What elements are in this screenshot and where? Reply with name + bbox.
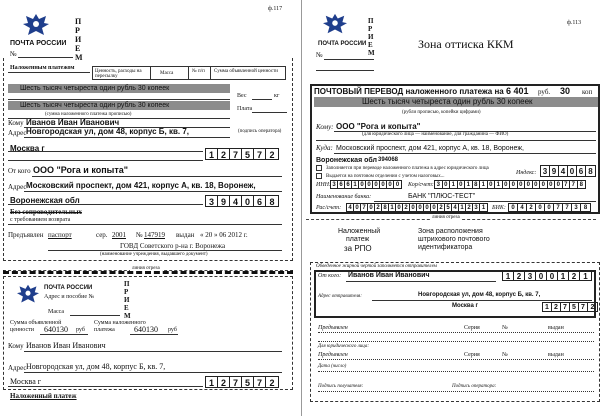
bottom-index2-cells xyxy=(542,302,598,312)
digit-cell: 3 xyxy=(572,204,581,211)
kuda-value: Московский проспект, дом 421, корпус А, кв. 18, Воронеж, xyxy=(336,145,524,152)
num-label: № xyxy=(136,231,143,239)
komu-label: Кому xyxy=(8,119,24,127)
col-value: Ценность, расходы на пересылку xyxy=(95,69,142,79)
val-label-1: Сумма объявленной xyxy=(10,320,62,326)
komu-value: Иванов Иван Иванович xyxy=(26,118,120,127)
sub-komu: (для юридического лица — наименование, для гражданина — ФИО) xyxy=(362,132,509,137)
priem-letter: П xyxy=(124,280,130,288)
digit-cell: 2 xyxy=(552,303,561,311)
digit-cell: 0 xyxy=(366,181,373,188)
check-box[interactable] xyxy=(316,165,322,171)
digit-cell: 0 xyxy=(458,181,466,188)
month-value: 06 xyxy=(219,231,227,239)
digit-cell: 2 xyxy=(466,204,473,211)
sub-doc: (наименование учреждения, выдавшего документ) xyxy=(100,252,208,257)
rpo-3: за РПО xyxy=(344,244,372,253)
priem-letter: Е xyxy=(75,44,81,53)
val-amount: 640130 xyxy=(44,325,68,334)
priem-letter: И xyxy=(124,296,130,304)
zone-kkm: Зона оттиска ККМ xyxy=(418,37,514,51)
num-label-2: № xyxy=(502,352,508,358)
priem-letter: М xyxy=(75,53,83,62)
priem-letter: И xyxy=(75,35,82,44)
digit-cell: 0 xyxy=(540,181,548,188)
digit-cell: 4 xyxy=(230,196,242,206)
region-index: 394068 xyxy=(378,157,399,163)
digit-cell: 4 xyxy=(559,166,568,176)
form-number: ф.117 xyxy=(268,6,283,12)
cod-amount: 640130 xyxy=(134,325,158,334)
val-label-2: ценности xyxy=(10,327,34,333)
digit-cell: 3 xyxy=(541,166,550,176)
adr-label: Адрес и пособие № xyxy=(44,294,95,300)
sub-sum: (сумма наложенного платежа прописью) xyxy=(45,112,132,117)
col-mass: Масса xyxy=(160,71,174,76)
note-1: Без сопроводительных xyxy=(10,208,82,216)
digit-cell: 0 xyxy=(510,181,518,188)
digit-cell: 0 xyxy=(395,182,400,188)
digit-cell: 5 xyxy=(242,149,254,159)
city-value: Москва г xyxy=(452,303,479,309)
kop-label: коп xyxy=(582,88,593,96)
cod-label: Наложенным платежом xyxy=(10,65,75,71)
note-3: с требованием возврата xyxy=(10,217,71,223)
year-value: 2012 xyxy=(228,231,242,239)
digit-cell: 1 xyxy=(480,181,488,188)
digit-cell: 0 xyxy=(548,181,556,188)
date-label: выдан xyxy=(548,325,564,331)
digit-cell: 1 xyxy=(465,181,473,188)
rpo-1: Наложенный xyxy=(338,228,381,235)
date-value: « 20 » 06 2012 г. xyxy=(200,231,248,239)
digit-cell: 0 xyxy=(545,204,554,211)
digit-cell: 5 xyxy=(242,377,254,387)
priem-letter: П xyxy=(368,17,374,25)
digit-cell: 0 xyxy=(380,181,387,188)
ks-label: Кор/счет: xyxy=(408,182,434,188)
kuda-label: Куда: xyxy=(316,144,333,152)
digit-cell: 8 xyxy=(473,181,481,188)
komu-value: Иванов Иван Иванович xyxy=(26,341,106,350)
priem-letter: Р xyxy=(124,288,129,296)
digit-cell: 0 xyxy=(509,204,518,211)
region-value: Воронежская обл xyxy=(10,196,80,205)
ks-cells xyxy=(434,180,586,189)
digit-cell: 6 xyxy=(254,196,266,206)
left-bottom-frame xyxy=(3,276,293,390)
left-form-frame xyxy=(3,58,293,261)
priem-letter: Е xyxy=(124,304,129,312)
bik-label: БИК: xyxy=(492,205,506,211)
digit-cell: 2 xyxy=(218,149,230,159)
digit-cell: 3 xyxy=(435,181,443,188)
footer-label: Наложенный платеж xyxy=(10,392,77,400)
brand-label: ПОЧТА РОССИИ xyxy=(318,41,367,47)
amount-words: Шесть тысяч четыреста один рубль 30 копеек xyxy=(362,97,533,106)
digit-cell: 4 xyxy=(452,204,459,211)
index-label: Индекс: xyxy=(516,170,537,176)
digit-cell: 0 xyxy=(536,271,547,280)
digit-cell: 0 xyxy=(547,271,558,280)
cod-rub: руб xyxy=(168,327,177,333)
digit-cell: 0 xyxy=(431,204,438,211)
day-value: 20 xyxy=(205,231,213,239)
right-cut-label: линия отреза xyxy=(432,215,460,220)
cod-label-1: Сумма наложенного xyxy=(94,320,146,326)
from-value: Иванов Иван Иванович xyxy=(348,272,430,279)
num-label: № xyxy=(502,325,508,331)
bik-cells xyxy=(508,203,591,212)
ser-label: Серия xyxy=(464,325,480,331)
digit-cell: 7 xyxy=(254,377,266,387)
inn-cells xyxy=(330,180,402,189)
inn-label: ИНН: xyxy=(316,182,331,188)
digit-cell: 2 xyxy=(375,204,382,211)
priem-letter: И xyxy=(368,33,374,41)
digit-cell: 0 xyxy=(417,204,424,211)
digit-cell: 0 xyxy=(368,204,375,211)
rub-amount: 6 401 xyxy=(506,86,529,96)
digit-cell: 8 xyxy=(579,182,583,188)
digit-cell: 0 xyxy=(396,204,403,211)
digit-cell: 2 xyxy=(269,378,275,388)
digit-cell: 2 xyxy=(269,150,275,160)
right-form xyxy=(302,0,600,416)
row-label: Предъявлен xyxy=(318,325,348,331)
digit-cell: 6 xyxy=(338,181,345,188)
digit-cell: 0 xyxy=(373,181,380,188)
adres-value: Новгородская ул, дом 48, корпус Б, кв. 7, xyxy=(26,362,166,371)
komu-label: Кому: xyxy=(316,123,334,131)
eagle-logo-icon xyxy=(322,12,348,36)
oper-label: Подпись оператора: xyxy=(452,384,497,389)
digit-cell: 9 xyxy=(550,166,559,176)
ser-label: сер. xyxy=(96,231,108,239)
digit-cell: 1 xyxy=(583,272,588,281)
val-rub: руб xyxy=(76,327,85,333)
digit-cell: 4 xyxy=(347,204,354,211)
digit-cell: 0 xyxy=(387,181,394,188)
digit-cell: 4 xyxy=(518,204,527,211)
bank-value: БАНК "ПЛЮС-ТЕСТ" xyxy=(408,193,476,200)
digit-cell: 1 xyxy=(389,204,396,211)
digit-cell: 7 xyxy=(561,303,570,311)
digit-cell: 0 xyxy=(410,204,417,211)
sign-label: Подпись получателя: xyxy=(318,384,364,389)
digit-cell: 8 xyxy=(588,167,593,176)
eagle-logo-icon xyxy=(22,12,50,38)
digit-cell: 1 xyxy=(352,181,359,188)
brand-label: ПОЧТА РОССИИ xyxy=(44,285,93,291)
rpo-2: платеж xyxy=(346,236,370,243)
digit-cell: 6 xyxy=(577,166,586,176)
priem-letter: Р xyxy=(75,26,80,35)
digit-cell: 2 xyxy=(590,304,595,311)
digit-cell: 0 xyxy=(443,181,451,188)
digit-cell: 5 xyxy=(445,204,452,211)
plata-label: Плата xyxy=(237,106,253,112)
digit-cell: 0 xyxy=(488,181,496,188)
from-label: От кого: xyxy=(318,273,342,279)
digit-cell: 0 xyxy=(568,166,577,176)
digit-cell: 2 xyxy=(569,271,580,280)
digit-cell: 6 xyxy=(345,181,352,188)
digit-cell: 7 xyxy=(230,377,242,387)
digit-cell: 9 xyxy=(218,196,230,206)
sub-sign: (подпись оператора) xyxy=(238,129,282,134)
digit-cell: 2 xyxy=(527,204,536,211)
col-sum: Сумма объявленной ценности xyxy=(214,69,278,74)
rub-label: руб. xyxy=(538,88,551,96)
col-num: № п/п xyxy=(192,69,205,74)
digit-cell: 1 xyxy=(459,204,466,211)
ovd-value: ГОВД Советского р-на г. Воронежа xyxy=(120,242,226,250)
adres2-label: Адрес xyxy=(8,183,27,191)
kg-label: кг xyxy=(274,93,280,99)
g-label: г. xyxy=(243,231,248,239)
digit-cell: 1 xyxy=(495,181,503,188)
digit-cell: 1 xyxy=(206,149,218,159)
left-cut-label: линия отреза xyxy=(132,266,160,271)
pay-label: Для юридического лица: xyxy=(318,344,370,349)
digit-cell: 0 xyxy=(424,204,431,211)
vydan-label: выдан xyxy=(176,231,195,239)
recipient-index xyxy=(540,165,596,177)
city-value: Москва г xyxy=(10,144,45,153)
priem-letter: М xyxy=(124,312,131,320)
priem-letter: М xyxy=(368,49,375,57)
date-pay-label: Дата (число) xyxy=(318,364,347,369)
digit-cell: 0 xyxy=(359,181,366,188)
digit-cell: 1 xyxy=(206,377,218,387)
ser-value: 2001 xyxy=(112,231,126,239)
komu-label: Кому xyxy=(8,342,24,350)
check-2: Выдается на почтовом отделении с учетом налоговых... xyxy=(326,174,445,179)
zone-barcode-3: идентификатора xyxy=(418,244,473,251)
priem-letter: П xyxy=(75,17,82,26)
digit-cell: 0 xyxy=(533,181,541,188)
digit-cell: 7 xyxy=(230,149,242,159)
digit-cell: 7 xyxy=(563,181,571,188)
digit-cell: 1 xyxy=(558,271,569,280)
otkogo-value: ООО "Рога и копыта" xyxy=(33,165,129,175)
priem-letter: Р xyxy=(368,25,373,33)
digit-cell: 1 xyxy=(503,271,514,280)
cod-label-2: платежа xyxy=(94,327,115,333)
digit-cell: 7 xyxy=(563,204,572,211)
digit-cell: 0 xyxy=(536,204,545,211)
row-label-2: Предъявлен xyxy=(318,352,348,358)
check-1: Заполняется при переводе наложенного платежа в адрес юридического лица xyxy=(326,166,489,171)
priem-letter: Е xyxy=(368,41,373,49)
check-box[interactable] xyxy=(316,173,322,179)
adres-label: Адрес xyxy=(8,129,27,137)
digit-cell: 7 xyxy=(554,204,563,211)
passport-value: паспорт xyxy=(48,231,72,239)
amount-words-1: Шесть тысяч четыреста один рубль 30 копеек xyxy=(20,85,170,92)
digit-cell: 0 xyxy=(354,204,361,211)
adres-label: Адрес xyxy=(8,364,27,372)
digit-cell: 0 xyxy=(555,181,563,188)
bottom-header: Обведенное жирной чертой заполняется отправителем xyxy=(316,264,437,269)
sub-words: (рубли прописью, копейки цифрами) xyxy=(402,110,481,115)
digit-cell: 8 xyxy=(382,204,389,211)
adr-label: Адрес отправителя: xyxy=(318,294,362,299)
digit-cell: 2 xyxy=(438,204,445,211)
city-value: Москва г xyxy=(10,377,42,386)
left-form xyxy=(0,0,300,265)
digit-cell: 0 xyxy=(503,181,511,188)
date-label-2: выдан xyxy=(548,352,564,358)
digit-cell: 5 xyxy=(570,303,579,311)
rs-label: Рас/счет: xyxy=(316,205,342,211)
brand-label: ПОЧТА РОССИИ xyxy=(10,40,67,47)
number-label: № xyxy=(316,51,323,59)
ves-label: Вес xyxy=(237,93,247,99)
kop-amount: 30 xyxy=(560,86,571,96)
rs-cells xyxy=(346,203,488,212)
bottom-index-cells xyxy=(502,270,592,281)
digit-cell: 1 xyxy=(543,303,552,311)
digit-cell: 3 xyxy=(331,181,338,188)
digit-cell: 7 xyxy=(361,204,368,211)
digit-cell: 2 xyxy=(514,271,525,280)
digit-cell: 7 xyxy=(570,181,578,188)
mass-label: Масса xyxy=(48,309,65,315)
form-number: ф.113 xyxy=(567,20,582,26)
digit-cell: 3 xyxy=(473,204,480,211)
digit-cell: 8 xyxy=(269,197,275,207)
digit-cell: 0 xyxy=(525,181,533,188)
bank-label: Наименование банка: xyxy=(316,194,372,200)
zone-barcode-2: штрихового почтового xyxy=(418,236,490,243)
digit-cell: 2 xyxy=(218,377,230,387)
region-value: Воронежская обл xyxy=(316,157,377,164)
left-bottom-form xyxy=(0,275,300,416)
digit-cell: 8 xyxy=(583,205,588,211)
ser-label-2: Серия xyxy=(464,352,480,358)
amount-words-2: Шесть тысяч четыреста один рубль 30 копеек xyxy=(20,102,170,109)
otkogo-label: От кого xyxy=(8,167,31,175)
digit-cell: 3 xyxy=(206,196,218,206)
digit-cell: 7 xyxy=(254,149,266,159)
digit-cell: 1 xyxy=(481,205,486,211)
adr-value: Новгородская ул, дом 48, корпус Б, кв. 7, xyxy=(418,292,541,298)
digit-cell: 7 xyxy=(579,303,588,311)
number-label: № xyxy=(10,50,17,58)
predyavlen-label: Предъявлен xyxy=(8,231,44,239)
title: ПОЧТОВЫЙ ПЕРЕВОД наложенного платежа на xyxy=(314,87,504,96)
adres2-value: Московский проспект, дом 421, корпус А, кв. 18, Воронеж, xyxy=(26,181,256,190)
digit-cell: 0 xyxy=(518,181,526,188)
adres-value: Новгородская ул, дом 48, корпус Б, кв. 7, xyxy=(26,127,190,136)
komu-value: ООО "Рога и копыта" xyxy=(336,122,421,131)
digit-cell: 0 xyxy=(242,196,254,206)
digit-cell: 1 xyxy=(450,181,458,188)
zone-barcode-1: Зона расположения xyxy=(418,228,483,235)
digit-cell: 3 xyxy=(525,271,536,280)
num-value: 147919 xyxy=(144,231,165,239)
digit-cell: 2 xyxy=(403,204,410,211)
